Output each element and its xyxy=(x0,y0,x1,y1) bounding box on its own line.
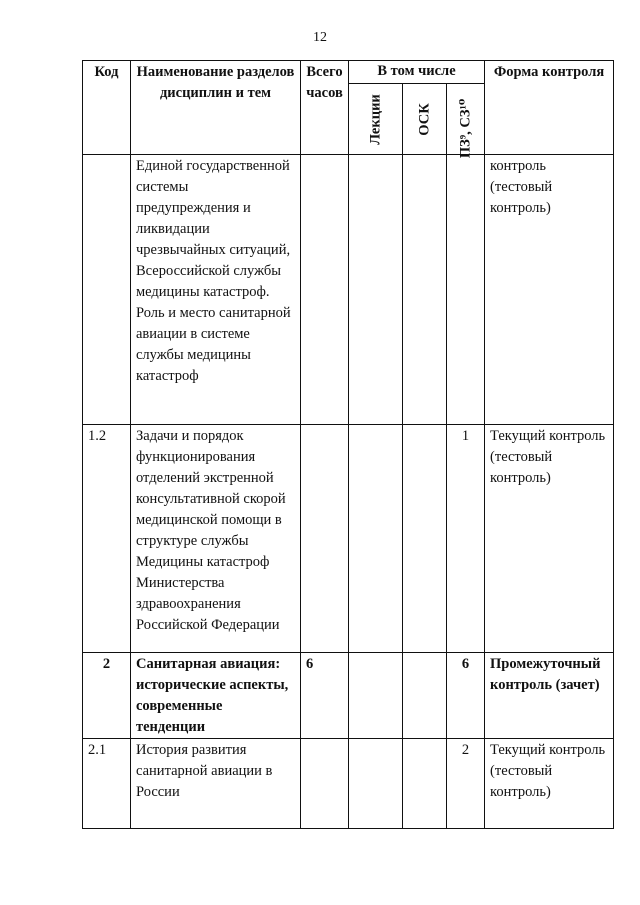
header-code: Код xyxy=(83,61,131,155)
row-lectures xyxy=(349,425,403,653)
row-name: Задачи и порядок функционирования отделений экстренной консультативной скорой медицинской помощи в структуре службы Медицины катастроф Министерства здравоохранения Российской Федерации xyxy=(131,425,301,653)
row-total xyxy=(301,425,349,653)
row-osk xyxy=(403,653,447,739)
row-lectures xyxy=(349,155,403,425)
row-form: контроль (тестовый контроль) xyxy=(485,155,614,425)
header-total: Всего часов xyxy=(301,61,349,155)
row-pz: 2 xyxy=(447,739,485,829)
header-including: В том числе xyxy=(349,61,485,84)
curriculum-table xyxy=(82,60,614,829)
row-lectures xyxy=(349,739,403,829)
header-name: Наименование разделов дисциплин и тем xyxy=(131,61,301,155)
header-form: Форма контроля xyxy=(485,61,614,155)
row-pz: 1 xyxy=(447,425,485,653)
row-total xyxy=(301,739,349,829)
table-row xyxy=(83,739,614,829)
row-total: 6 xyxy=(301,653,349,739)
row-name: Единой государственной системы предупреждения и ликвидации чрезвычайных ситуаций, Всероссийской службы медицины катастроф. Роль и место санитарной авиации в системе службы медицины катастроф xyxy=(131,155,301,425)
row-code: 2.1 xyxy=(83,739,131,829)
row-name: История развития санитарной авиации в России xyxy=(131,739,301,829)
table-row xyxy=(83,653,614,739)
row-pz: 6 xyxy=(447,653,485,739)
header-pz: ПЗ⁹, СЗ¹⁰ xyxy=(447,84,485,155)
row-form: Промежуточный контроль (зачет) xyxy=(485,653,614,739)
row-osk xyxy=(403,739,447,829)
row-form: Текущий контроль (тестовый контроль) xyxy=(485,425,614,653)
header-osk: ОСК xyxy=(403,84,447,155)
row-osk xyxy=(403,155,447,425)
row-osk xyxy=(403,425,447,653)
row-code: 1.2 xyxy=(83,425,131,653)
row-lectures xyxy=(349,653,403,739)
row-form: Текущий контроль (тестовый контроль) xyxy=(485,739,614,829)
table-row xyxy=(83,155,614,425)
page-number: 12 xyxy=(313,30,327,45)
row-code: 2 xyxy=(83,653,131,739)
header-lectures: Лекции xyxy=(349,84,403,155)
row-total xyxy=(301,155,349,425)
table-row xyxy=(83,425,614,653)
row-code xyxy=(83,155,131,425)
row-name: Санитарная авиация: исторические аспекты, современные тенденции xyxy=(131,653,301,739)
row-pz xyxy=(447,155,485,425)
